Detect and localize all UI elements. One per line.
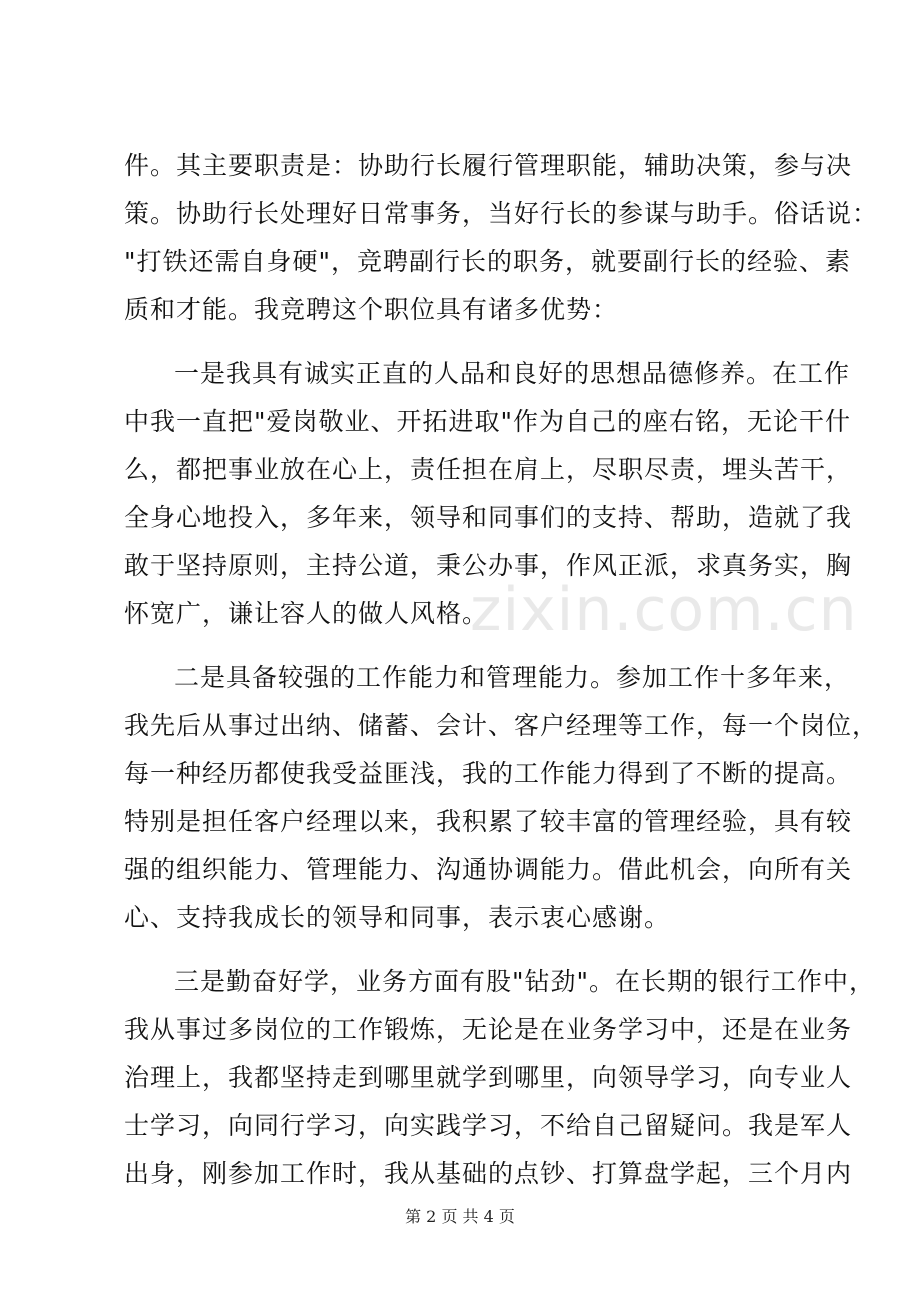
text-line: 士学习，向同行学习，向实践学习，不给自己留疑问。我是军人 (124, 1111, 853, 1140)
text-line: 特别是担任客户经理以来，我积累了较丰富的管理经验，具有较 (124, 807, 853, 836)
page-number: 第 2 页 共 4 页 (405, 1207, 515, 1226)
text-line: 治理上，我都坚持走到哪里就学到哪里，向领导学习，向专业人 (124, 1063, 853, 1092)
text-line: "打铁还需自身硬"，竞聘副行长的职务，就要副行长的经验、素 (124, 247, 852, 276)
text-line: 出身，刚参加工作时，我从基础的点钞、打算盘学起，三个月内 (124, 1159, 853, 1188)
text-line: 我从事过多岗位的工作锻炼，无论是在业务学习中，还是在业务 (124, 1015, 853, 1044)
text-line: 件。其主要职责是：协助行长履行管理职能，辅助决策，参与决 (124, 151, 853, 180)
watermark: zixin.com.cn (470, 575, 858, 645)
text-line: 我先后从事过出纳、储蓄、会计、客户经理等工作，每一个岗位， (124, 711, 879, 740)
text-line: 怀宽广，谦让容人的做人风格。 (124, 599, 489, 628)
text-line: 心、支持我成长的领导和同事，表示衷心感谢。 (124, 903, 671, 932)
paragraph-first-line: 三是勤奋好学，业务方面有股"钻劲"。在长期的银行工作中， (174, 967, 876, 996)
paragraph-first-line: 二是具备较强的工作能力和管理能力。参加工作十多年来， (174, 663, 851, 692)
text-line: 中我一直把"爱岗敬业、开拓进取"作为自己的座右铭，无论干什 (124, 407, 852, 436)
text-line: 策。协助行长处理好日常事务，当好行长的参谋与助手。俗话说： (124, 199, 879, 228)
text-line: 敢于坚持原则，主持公道，秉公办事，作风正派，求真务实，胸 (124, 551, 853, 580)
text-line: 每一种经历都使我受益匪浅，我的工作能力得到了不断的提高。 (124, 759, 853, 788)
text-line: 质和才能。我竞聘这个职位具有诸多优势： (124, 295, 619, 324)
text-line: 强的组织能力、管理能力、沟通协调能力。借此机会，向所有关 (124, 855, 853, 884)
paragraph-first-line: 一是我具有诚实正直的人品和良好的思想品德修养。在工作 (174, 359, 851, 388)
text-line: 么，都把事业放在心上，责任担在肩上，尽职尽责，埋头苦干， (124, 455, 853, 484)
text-line: 全身心地投入，多年来，领导和同事们的支持、帮助，造就了我 (124, 503, 853, 532)
